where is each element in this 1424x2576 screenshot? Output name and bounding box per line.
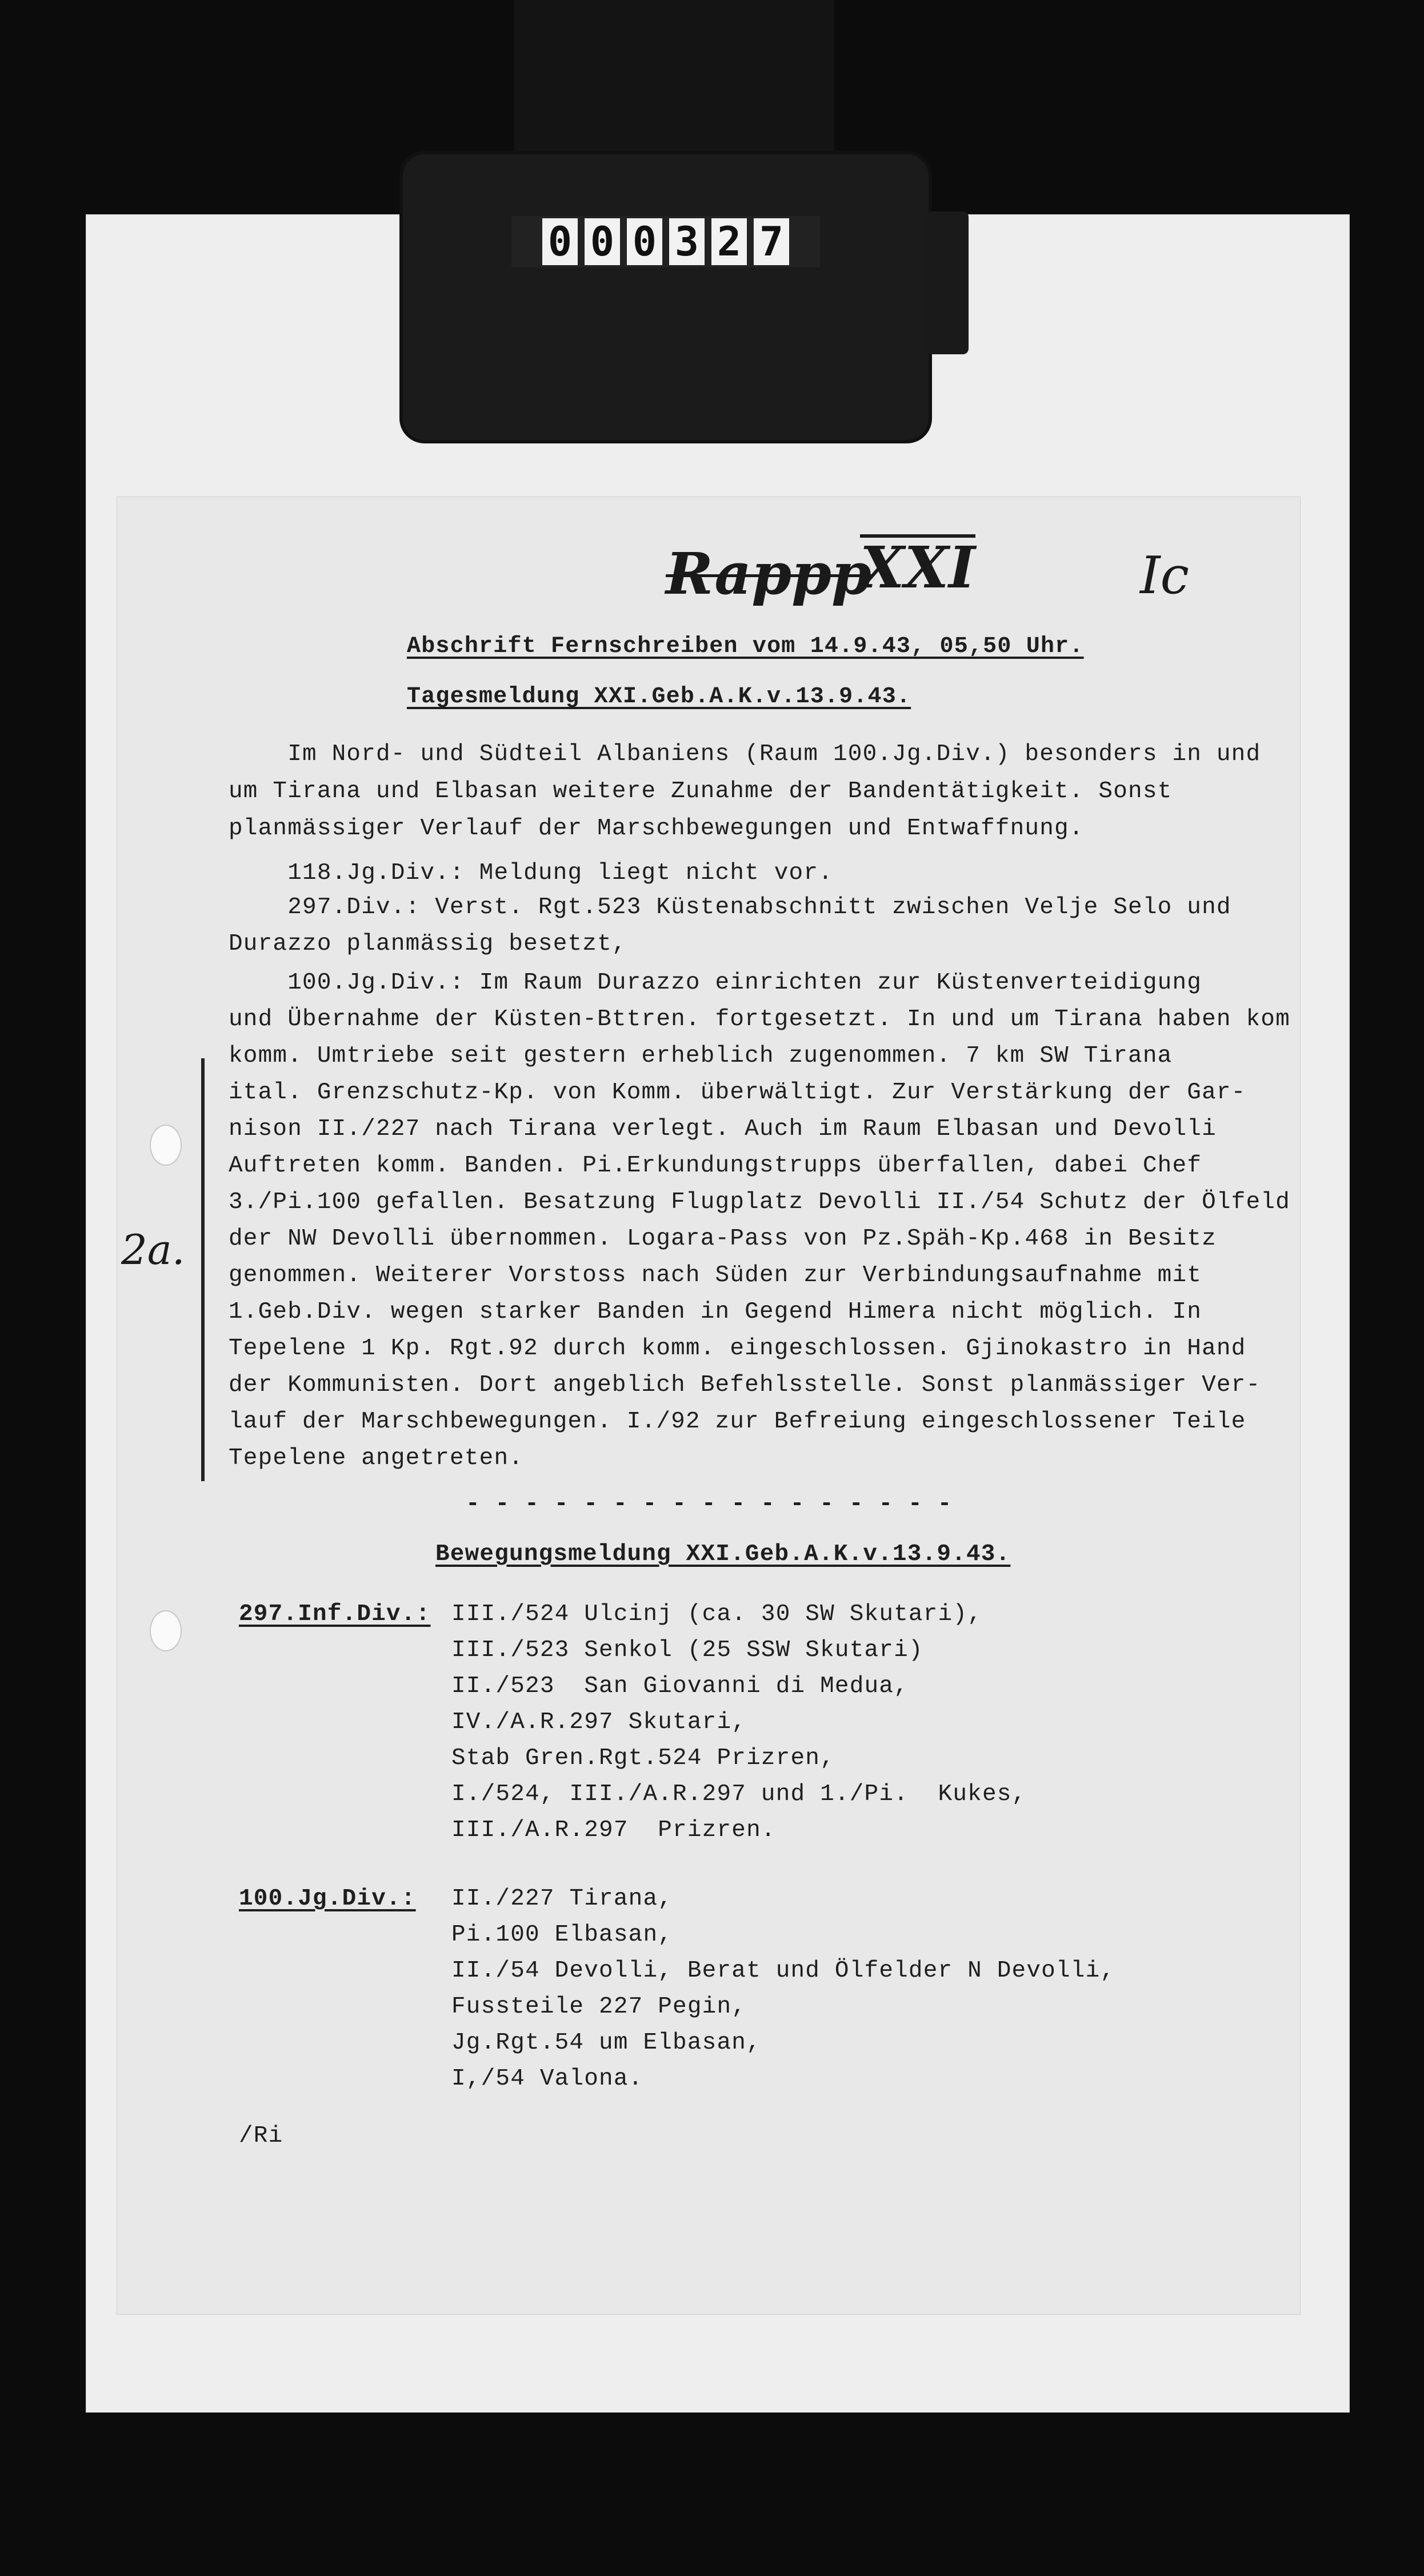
counter-digit: 0 xyxy=(542,218,578,265)
unit-line: III./523 Senkol (25 SSW Skutari) xyxy=(451,1637,923,1663)
punch-hole xyxy=(150,1125,182,1166)
counter-strap xyxy=(514,0,834,177)
counter-digit: 7 xyxy=(754,218,789,265)
report-line: nison II./227 nach Tirana verlegt. Auch im Raum Elbasan und Devolli xyxy=(229,1116,1217,1142)
handwritten-section: Ic xyxy=(1140,546,1189,606)
unit-line: I,/54 Valona. xyxy=(451,2066,643,2092)
counter-digit: 2 xyxy=(711,218,747,265)
report-line: um Tirana und Elbasan weitere Zunahme der Bandentätigkeit. Sonst xyxy=(229,778,1173,805)
counter-knob xyxy=(926,211,969,354)
report-line: der NW Devolli übernommen. Logara-Pass von Pz.Späh-Kp.468 in Besitz xyxy=(229,1226,1217,1252)
report-line: Tepelene angetreten. xyxy=(229,1445,524,1471)
report-line: und Übernahme der Küsten-Bttren. fortgesetzt. In und um Tirana haben kom xyxy=(229,1006,1290,1033)
report-line: 3./Pi.100 gefallen. Besatzung Flugplatz Devolli II./54 Schutz der Ölfeld xyxy=(229,1189,1290,1215)
margin-bracket xyxy=(201,1058,205,1481)
counter-digit: 0 xyxy=(627,218,662,265)
counter-digit: 0 xyxy=(585,218,620,265)
unit-line: Fussteile 227 Pegin, xyxy=(451,1994,747,2020)
document-subheading: Tagesmeldung XXI.Geb.A.K.v.13.9.43. xyxy=(407,684,911,710)
handwritten-margin-mark: 2a. xyxy=(121,1226,185,1274)
report-line: der Kommunisten. Dort angeblich Befehlsstelle. Sonst planmässiger Ver- xyxy=(229,1372,1261,1398)
separator-line: - - - - - - - - - - - - - - - - - xyxy=(466,1491,953,1517)
unit-line: Pi.100 Elbasan, xyxy=(451,1922,673,1948)
report-line: 118.Jg.Div.: Meldung liegt nicht vor. xyxy=(229,860,833,886)
division-100-label: 100.Jg.Div.: xyxy=(239,1886,416,1912)
report-line: Im Nord- und Südteil Albaniens (Raum 100.Jg.Div.) besonders in und xyxy=(229,741,1261,767)
unit-line: I./524, III./A.R.297 und 1./Pi. Kukes, xyxy=(451,1781,1027,1807)
handwritten-corps: XXI xyxy=(860,534,975,601)
report-line: 1.Geb.Div. wegen starker Banden in Gegend Himera nicht möglich. In xyxy=(229,1299,1202,1325)
unit-line: II./227 Tirana, xyxy=(451,1886,673,1912)
counter-digit: 3 xyxy=(669,218,705,265)
report-line: ital. Grenzschutz-Kp. von Komm. überwältigt. Zur Verstärkung der Gar- xyxy=(229,1079,1246,1106)
unit-line: II./523 San Giovanni di Medua, xyxy=(451,1673,909,1699)
report-line: Durazzo planmässig besetzt, xyxy=(229,931,627,957)
report-line: planmässiger Verlauf der Marschbewegungen und Entwaffnung. xyxy=(229,815,1084,842)
unit-line: Jg.Rgt.54 um Elbasan, xyxy=(451,2030,761,2056)
punch-hole xyxy=(150,1610,182,1651)
report-line: lauf der Marschbewegungen. I./92 zur Befreiung eingeschlossener Teile xyxy=(229,1409,1246,1435)
unit-line: III./524 Ulcinj (ca. 30 SW Skutari), xyxy=(451,1601,982,1627)
division-297-label: 297.Inf.Div.: xyxy=(239,1601,431,1627)
unit-line: II./54 Devolli, Berat und Ölfelder N Devolli, xyxy=(451,1958,1115,1984)
unit-line: III./A.R.297 Prizren. xyxy=(451,1817,776,1843)
report-line: Auftreten komm. Banden. Pi.Erkundungstrupps überfallen, dabei Chef xyxy=(229,1153,1202,1179)
report-line: 100.Jg.Div.: Im Raum Durazzo einrichten zur Küstenverteidigung xyxy=(229,970,1202,996)
signature-initials: /Ri xyxy=(239,2123,283,2149)
report-line: komm. Umtriebe seit gestern erheblich zugenommen. 7 km SW Tirana xyxy=(229,1043,1173,1069)
unit-line: IV./A.R.297 Skutari, xyxy=(451,1709,747,1735)
report-line: genommen. Weiterer Vorstoss nach Süden zur Verbindungsaufnahme mit xyxy=(229,1262,1202,1289)
report-line: Tepelene 1 Kp. Rgt.92 durch komm. eingeschlossen. Gjinokastro in Hand xyxy=(229,1335,1246,1362)
movement-heading: Bewegungsmeldung XXI.Geb.A.K.v.13.9.43. xyxy=(435,1541,1011,1567)
handwritten-struck-word: Rappp xyxy=(666,540,871,607)
frame-counter-device xyxy=(403,154,929,440)
frame-counter xyxy=(511,216,820,267)
unit-line: Stab Gren.Rgt.524 Prizren, xyxy=(451,1745,835,1771)
document-heading: Abschrift Fernschreiben vom 14.9.43, 05,50 Uhr. xyxy=(407,634,1084,659)
report-line: 297.Div.: Verst. Rgt.523 Küstenabschnitt zwischen Velje Selo und xyxy=(229,894,1231,921)
